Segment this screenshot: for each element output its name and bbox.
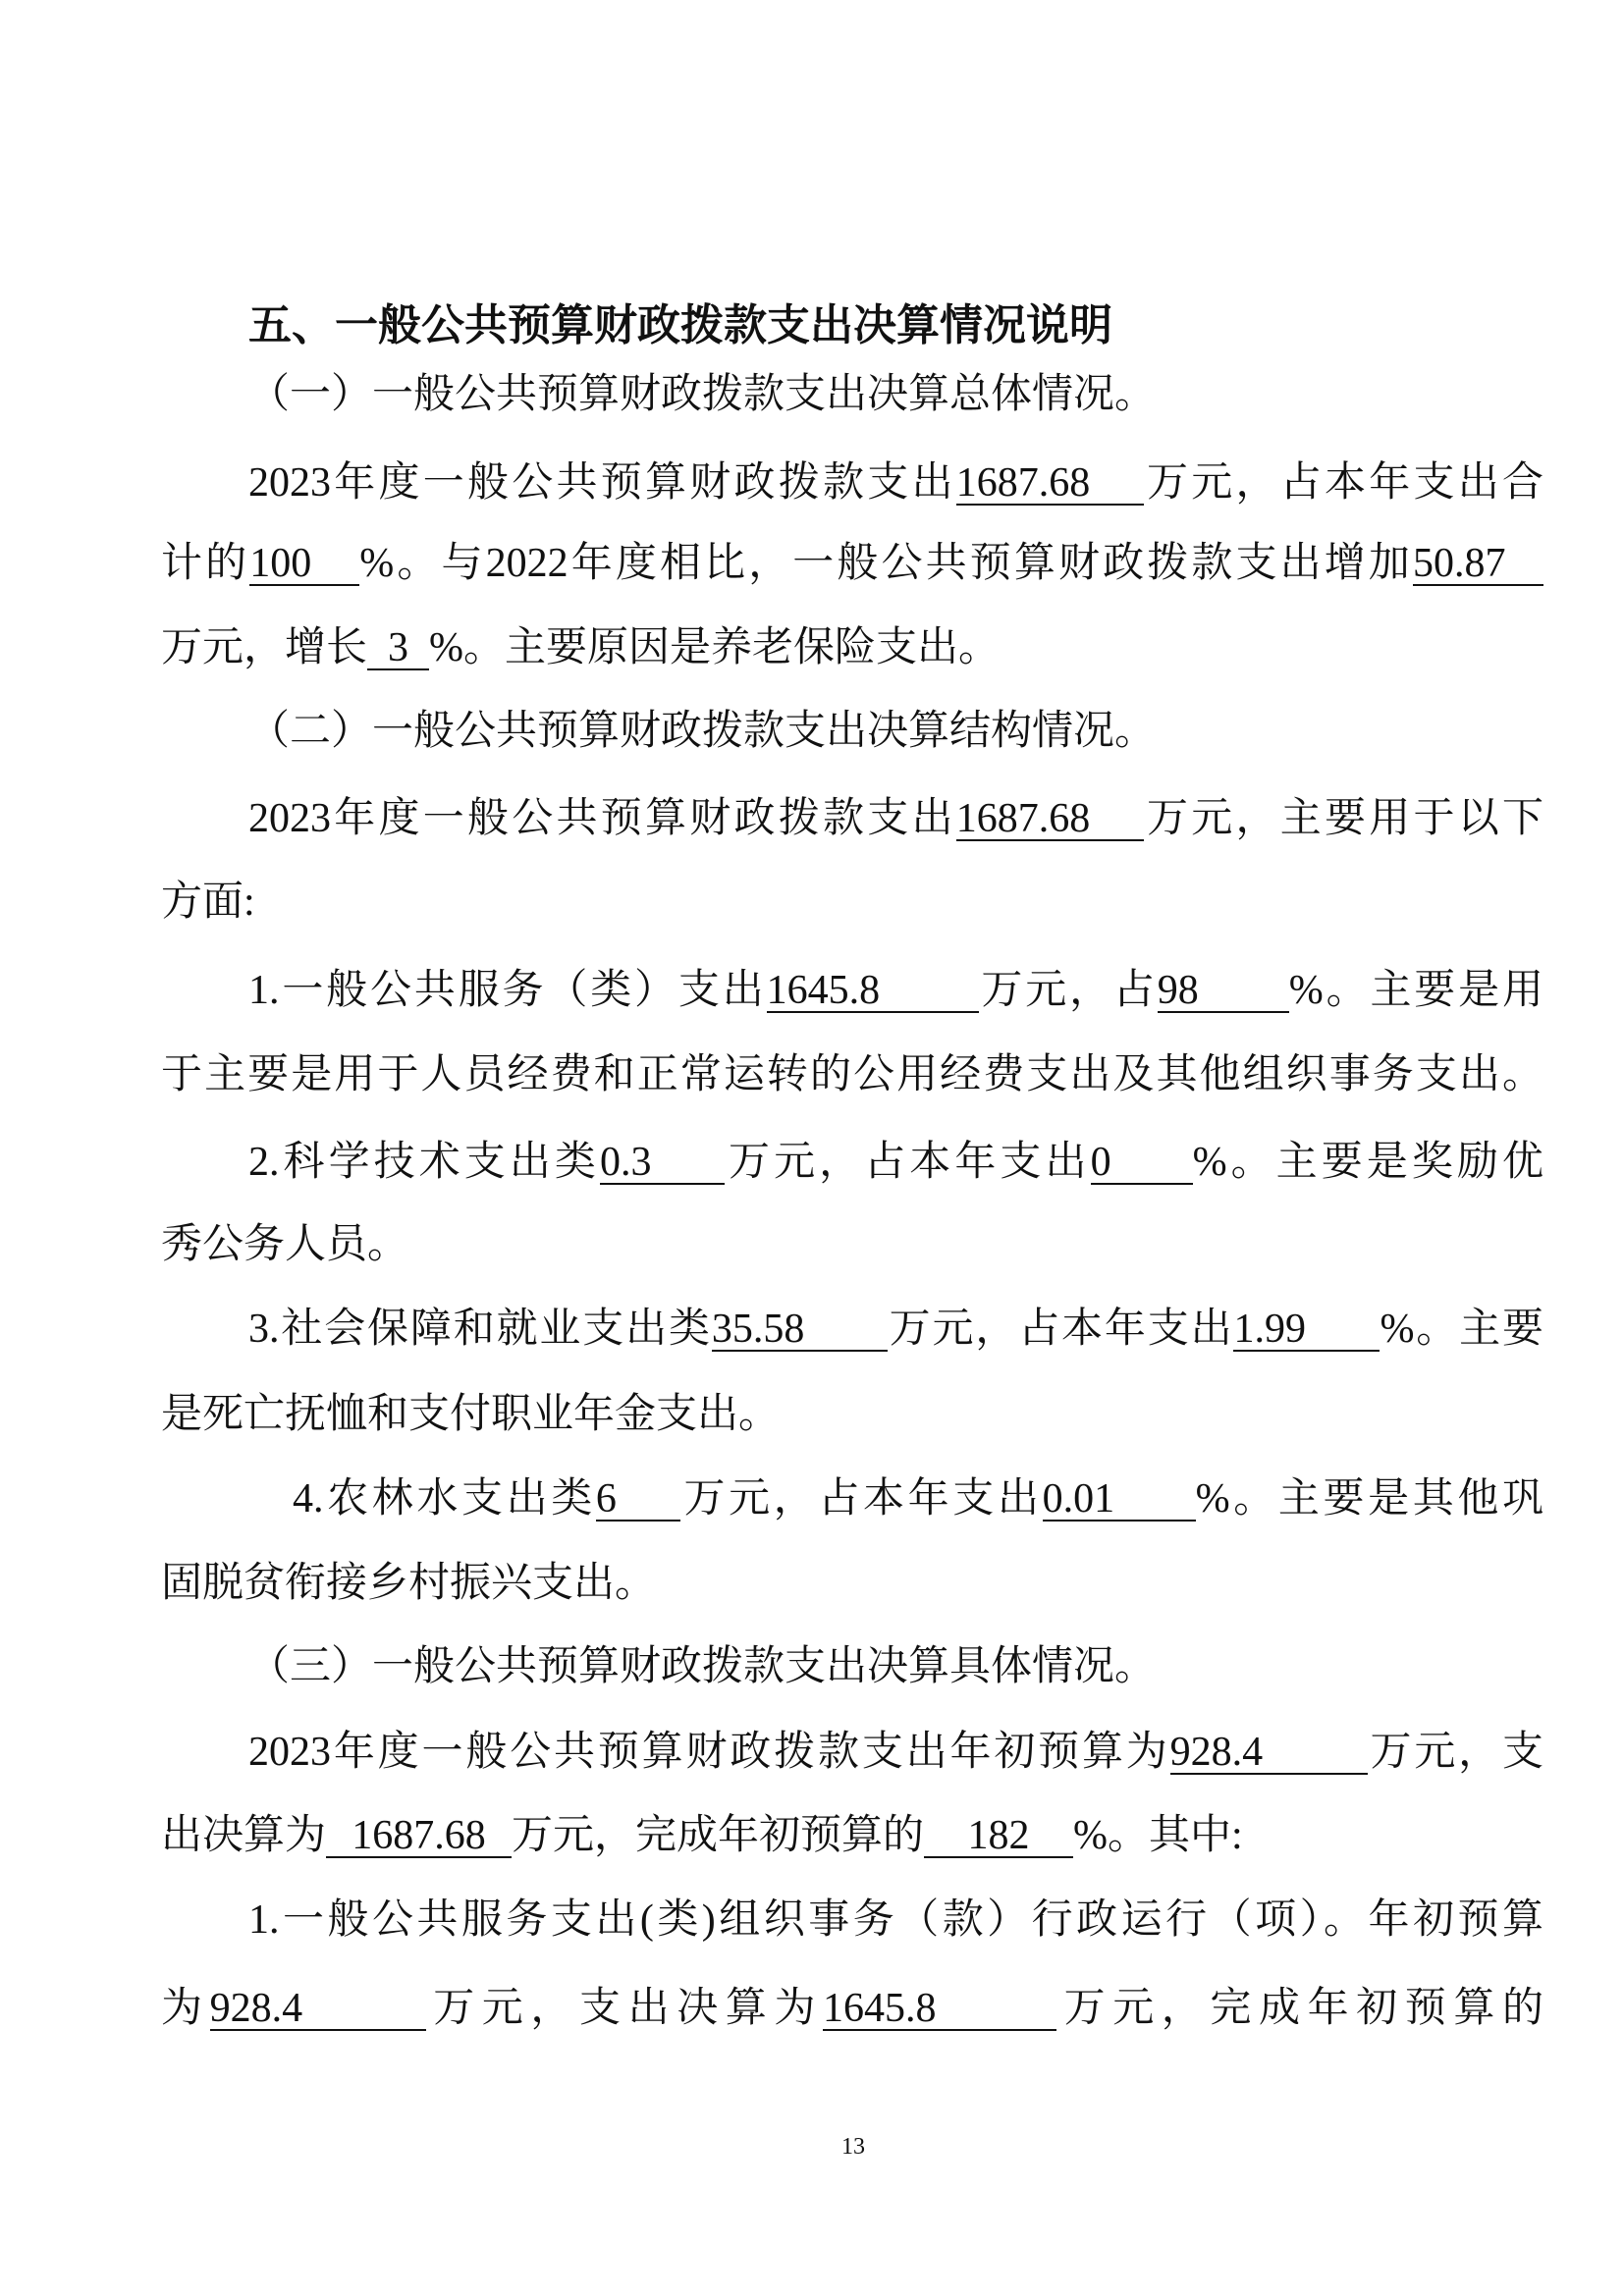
structure-item-4-line-2: 固脱贫衔接乡村振兴支出。 (161, 1561, 657, 1606)
text-segment: 万元，占 (978, 968, 1158, 1013)
text-segment: 2023年度一般公共预算财政拨款支出 (248, 796, 956, 841)
final-expenditure-value: 1687.68 (326, 1815, 512, 1858)
text-segment: %。其中: (1073, 1813, 1243, 1858)
item-amount-value: 35.58 (712, 1308, 888, 1352)
share-of-total-value: 100 (249, 543, 359, 586)
structure-item-3-line-2: 是死亡抚恤和支付职业年金支出。 (161, 1392, 781, 1437)
text-segment: 2023年度一般公共预算财政拨款支出年初预算为 (248, 1730, 1170, 1775)
text-segment: %。与2022年度相比，一般公共预算财政拨款支出增加 (359, 541, 1413, 586)
text-segment: 万元，占本年支出合 (1143, 460, 1543, 506)
structure-item-1-line-2: 于主要是用于人员经费和正常运转的公用经费支出及其他组织事务支出。 (161, 1052, 1543, 1097)
text-segment: %。主要是用 (1288, 968, 1543, 1013)
item-final-expenditure-value: 1645.8 (823, 1988, 1056, 2031)
item-share-value: 1.99 (1233, 1308, 1380, 1352)
structure-item-2-line-1 (248, 1138, 1543, 1197)
text-segment: 万元，完成年初预算的 (1056, 1986, 1543, 2031)
text-segment: 万元，占本年支出 (679, 1476, 1043, 1522)
subsection-heading-details: （三）一般公共预算财政拨款支出决算具体情况。 (248, 1644, 1157, 1689)
page-number: 13 (841, 2134, 865, 2160)
overall-line-3 (161, 623, 1543, 682)
increase-amount-value: 50.87 (1413, 543, 1543, 586)
text-segment: 万元，占本年支出 (887, 1307, 1234, 1352)
structure-item-3-line-1 (248, 1305, 1543, 1363)
text-segment: 为 (161, 1986, 210, 2031)
item-amount-value: 0.3 (600, 1142, 725, 1185)
completion-rate-value: 182 (924, 1815, 1073, 1858)
text-segment: %。主要 (1380, 1307, 1543, 1352)
details-line-2 (161, 1811, 1543, 1870)
item-share-value: 0.01 (1043, 1478, 1196, 1522)
text-segment: 2023年度一般公共预算财政拨款支出 (248, 460, 956, 506)
text-segment: 万元，完成年初预算的 (512, 1813, 925, 1858)
text-segment: 万元，占本年支出 (725, 1140, 1091, 1185)
text-segment: 万元，主要用于以下 (1143, 796, 1543, 841)
total-expenditure-value: 1687.68 (956, 462, 1144, 506)
text-segment: 万元，增长 (161, 625, 368, 670)
text-segment: 计的 (161, 541, 250, 586)
structure-item-1-line-1 (248, 966, 1543, 1025)
structure-intro-line-1 (248, 794, 1543, 853)
item-initial-budget-value: 928.4 (210, 1988, 426, 2031)
subsection-heading-structure: （二）一般公共预算财政拨款支出决算结构情况。 (248, 709, 1157, 754)
overall-line-2 (161, 539, 1543, 598)
text-segment: 1.一般公共服务（类）支出 (248, 968, 767, 1013)
text-segment: %。主要原因是养老保险支出。 (429, 625, 1001, 670)
overall-line-1 (248, 458, 1543, 517)
structure-item-4-line-1 (293, 1474, 1543, 1533)
text-segment: 4.农林水支出类 (293, 1476, 596, 1522)
details-item-1-line-2 (161, 1984, 1543, 2043)
total-expenditure-value: 1687.68 (956, 798, 1144, 841)
text-segment: 出决算为 (161, 1813, 327, 1858)
details-line-1 (248, 1728, 1543, 1787)
section-heading: 五、一般公共预算财政拨款支出决算情况说明 (248, 300, 1112, 350)
structure-intro-line-2: 方面: (161, 880, 255, 925)
text-segment: 2.科学技术支出类 (248, 1140, 600, 1185)
item-share-value: 98 (1158, 970, 1289, 1013)
growth-rate-value: 3 (367, 627, 429, 670)
text-segment: 3.社会保障和就业支出类 (248, 1307, 712, 1352)
initial-budget-value: 928.4 (1170, 1732, 1368, 1775)
item-amount-value: 1645.8 (767, 970, 979, 1013)
details-item-1-line-1: 1.一般公共服务支出(类)组织事务（款）行政运行（项）。年初预算 (248, 1897, 1543, 1943)
text-segment: 万元，支出决算为 (425, 1986, 823, 2031)
subsection-heading-overall: （一）一般公共预算财政拨款支出决算总体情况。 (248, 372, 1157, 417)
structure-item-2-line-2: 秀公务人员。 (161, 1222, 409, 1267)
text-segment: %。主要是奖励优 (1192, 1140, 1543, 1185)
item-share-value: 0 (1091, 1142, 1193, 1185)
text-segment: 万元，支 (1367, 1730, 1543, 1775)
item-amount-value: 6 (596, 1478, 680, 1522)
text-segment: %。主要是其他巩 (1195, 1476, 1543, 1522)
